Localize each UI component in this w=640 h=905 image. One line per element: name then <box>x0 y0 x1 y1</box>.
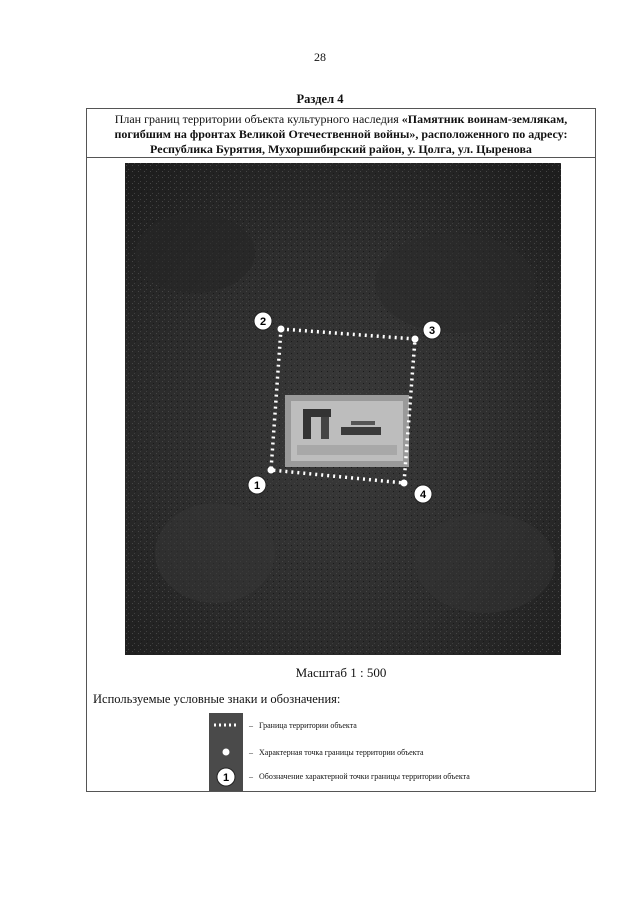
aerial-map <box>125 163 561 655</box>
point-marker-3 <box>423 321 441 339</box>
monument-image <box>285 395 409 467</box>
heading-part-regular: План границ территории объекта культурного наследия <box>114 112 402 126</box>
legend-item-point-label <box>249 772 470 781</box>
legend-swatch <box>209 713 243 791</box>
legend-vertex-icon <box>223 749 230 756</box>
heading-part-bold: «Памятник воинам-землякам, погибшим на фронтах Великой Отечественной войны», расположенного по адресу: Республика Бурятия, Мухоршибирский район, у. Цолга, ул. Цыренова <box>114 112 568 156</box>
point-marker-1 <box>248 476 266 494</box>
point-label-3: 3 <box>428 325 436 337</box>
point-label-1: 1 <box>253 480 261 492</box>
legend-point-label: 1 <box>222 772 230 784</box>
legend-text: Характерная точка границы территории объекта <box>259 748 424 757</box>
document-frame <box>86 108 596 792</box>
legend-item-boundary <box>249 721 357 730</box>
point-marker-2 <box>254 312 272 330</box>
legend-text: Обозначение характерной точки границы территории объекта <box>259 772 470 781</box>
page-number: 28 <box>314 50 326 64</box>
heading-text <box>93 112 589 157</box>
boundary-vertex-icon <box>412 336 419 343</box>
scale-label: Масштаб 1 : 500 <box>295 665 387 680</box>
point-label-2: 2 <box>259 316 267 328</box>
section-title: Раздел 4 <box>296 92 344 106</box>
boundary-vertex-icon <box>268 467 275 474</box>
legend-dash: – <box>249 721 253 730</box>
aerial-map-image <box>125 163 561 655</box>
legend-symbols <box>209 713 243 791</box>
legend-title: Используемые условные знаки и обозначения: <box>93 692 341 706</box>
legend-dash: – <box>249 772 253 781</box>
legend-dash: – <box>249 748 253 757</box>
legend-item-vertex <box>249 748 424 757</box>
boundary-vertex-icon <box>278 326 285 333</box>
heading-box <box>87 109 595 158</box>
point-marker-4 <box>414 485 432 503</box>
boundary-vertex-icon <box>401 480 408 487</box>
point-label-4: 4 <box>419 489 427 501</box>
legend-text: Граница территории объекта <box>259 721 357 730</box>
